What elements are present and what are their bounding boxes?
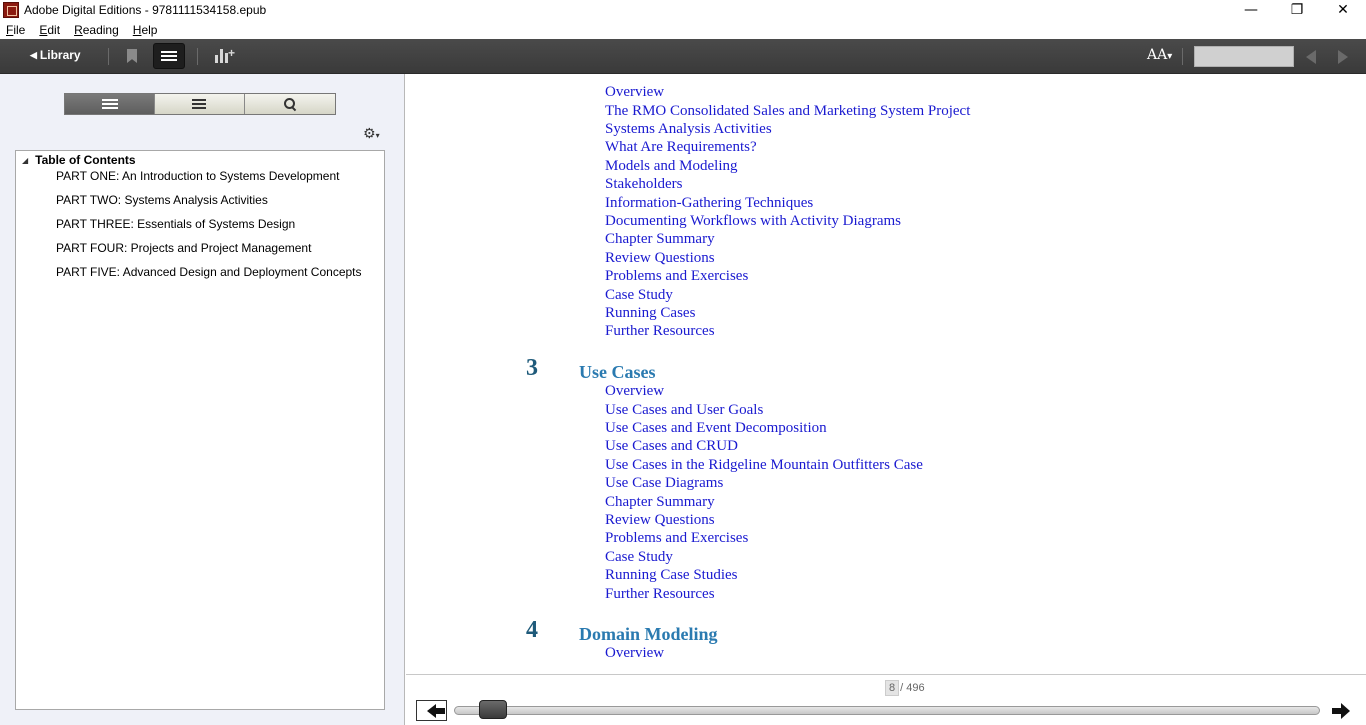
page-indicator (885, 680, 925, 696)
contents-link[interactable]: Chapter Summary (605, 494, 715, 510)
contents-link[interactable]: Use Cases and Event Decomposition (605, 420, 827, 436)
library-button[interactable] (30, 48, 81, 62)
toolbar-divider (108, 48, 109, 65)
back-arrow-icon: ◀ (30, 49, 37, 60)
contents-link[interactable]: Running Cases (605, 305, 696, 321)
library-label: Library (39, 48, 81, 62)
contents-link[interactable]: Problems and Exercises (605, 530, 749, 546)
chevron-down-icon: ▾ (1167, 51, 1173, 62)
expand-triangle-icon[interactable]: ◢ (22, 155, 29, 165)
font-size-button[interactable] (1147, 47, 1172, 63)
window-controls (1228, 0, 1366, 20)
previous-location-icon[interactable] (1306, 50, 1316, 64)
contents-link[interactable]: Systems Analysis Activities (605, 121, 772, 137)
contents-link[interactable]: Overview (605, 645, 665, 661)
contents-link[interactable]: Case Study (605, 549, 673, 565)
toc-toggle-button[interactable] (153, 43, 185, 69)
sidebar (0, 74, 405, 725)
arrow-left-icon (427, 704, 436, 718)
chapter-title[interactable]: Use Cases (579, 362, 656, 382)
contents-link[interactable]: Documenting Workflows with Activity Diagrams (605, 213, 901, 229)
current-page-number[interactable]: 8 (885, 680, 899, 696)
toc-item-part-one[interactable]: PART ONE: An Introduction to Systems Development (56, 169, 340, 183)
contents-link[interactable]: Case Study (605, 287, 673, 303)
contents-link[interactable]: Chapter Summary (605, 231, 715, 247)
next-location-icon[interactable] (1338, 50, 1348, 64)
contents-link[interactable]: Stakeholders (605, 176, 683, 192)
toc-item-part-four[interactable]: PART FOUR: Projects and Project Management (56, 241, 312, 255)
reading-pane (406, 74, 1366, 674)
chapter-number: 3 (526, 355, 538, 381)
toolbar (0, 39, 1366, 74)
toc-root-node[interactable] (22, 153, 136, 167)
toc-item-part-five[interactable]: PART FIVE: Advanced Design and Deployment Concepts (56, 265, 362, 279)
page-number-input[interactable] (1194, 46, 1294, 67)
bookmarks-list-icon (192, 99, 208, 109)
total-pages: / 496 (900, 682, 925, 694)
contents-link[interactable]: Use Cases in the Ridgeline Mountain Outfitters Case (605, 457, 923, 473)
tab-bookmarks[interactable] (155, 94, 245, 114)
window-title: Adobe Digital Editions - 9781111534158.epub (24, 3, 267, 17)
bookmark-icon[interactable] (127, 49, 137, 63)
list-icon (161, 51, 177, 62)
contents-link[interactable]: What Are Requirements? (605, 139, 757, 155)
tab-search[interactable] (245, 94, 335, 114)
page-slider-thumb[interactable] (479, 700, 507, 719)
contents-link[interactable]: Review Questions (605, 512, 715, 528)
sidebar-view-switcher (64, 93, 336, 115)
menu-help[interactable]: Help (132, 22, 158, 37)
search-icon (284, 98, 296, 110)
minimize-button[interactable]: — (1244, 2, 1258, 18)
toolbar-divider (1182, 48, 1183, 65)
next-page-button[interactable] (1330, 700, 1352, 721)
tab-table-of-contents[interactable] (65, 94, 155, 114)
toc-item-part-two[interactable]: PART TWO: Systems Analysis Activities (56, 193, 268, 207)
contents-link[interactable]: Problems and Exercises (605, 268, 749, 284)
contents-link[interactable]: Further Resources (605, 586, 715, 602)
contents-link[interactable]: Use Case Diagrams (605, 475, 724, 491)
add-chart-icon[interactable]: + (215, 49, 235, 63)
menu-edit[interactable]: Edit (39, 22, 61, 37)
menu-bar (0, 20, 1366, 39)
toc-item-part-three[interactable]: PART THREE: Essentials of Systems Design (56, 217, 296, 231)
menu-reading[interactable]: Reading (74, 22, 119, 37)
previous-page-button[interactable] (416, 700, 447, 721)
contents-link[interactable]: Use Cases and User Goals (605, 402, 764, 418)
contents-link[interactable]: Overview (605, 84, 665, 100)
contents-link[interactable]: Overview (605, 383, 665, 399)
contents-link[interactable]: Use Cases and CRUD (605, 438, 738, 454)
toc-header-label: Table of Contents (35, 153, 136, 167)
chapter-number: 4 (526, 617, 538, 643)
toc-tree (15, 150, 385, 710)
toolbar-divider (197, 48, 198, 65)
contents-link[interactable]: Information-Gathering Techniques (605, 195, 814, 211)
contents-link[interactable]: The RMO Consolidated Sales and Marketing System Project (605, 103, 971, 119)
restore-button[interactable]: ❐ (1290, 2, 1304, 18)
contents-link[interactable]: Further Resources (605, 323, 715, 339)
contents-link[interactable]: Models and Modeling (605, 158, 738, 174)
gear-icon[interactable]: ⚙▾ (363, 126, 380, 142)
arrow-right-icon (1341, 703, 1350, 719)
menu-file[interactable]: File (6, 22, 26, 37)
chapter-title[interactable]: Domain Modeling (579, 624, 718, 644)
chevron-down-icon: ▾ (375, 131, 380, 140)
title-bar (0, 0, 1366, 20)
close-button[interactable]: ✕ (1337, 2, 1349, 18)
page-navigation-bar (406, 674, 1366, 725)
contents-link[interactable]: Running Case Studies (605, 567, 738, 583)
font-size-label: AA (1147, 47, 1168, 63)
page-slider-track[interactable] (454, 706, 1320, 715)
contents-link[interactable]: Review Questions (605, 250, 715, 266)
app-logo-icon (3, 2, 19, 18)
toc-icon (102, 99, 118, 109)
